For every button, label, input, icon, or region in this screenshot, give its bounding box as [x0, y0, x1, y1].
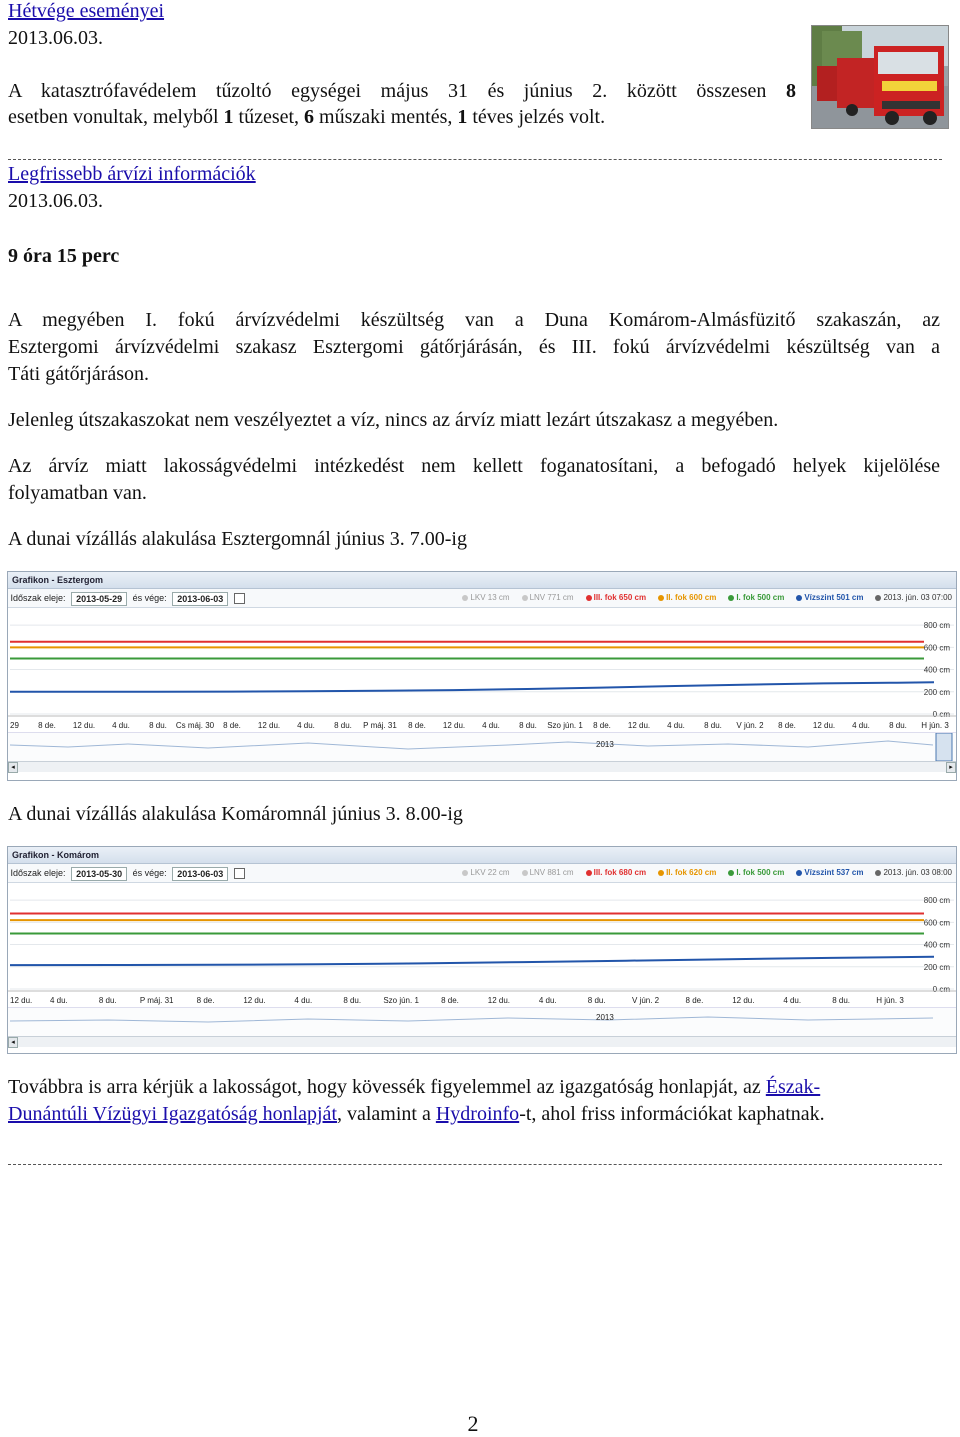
legend-marker — [796, 870, 802, 876]
weekend-text-line1: A katasztrófavédelem tűzoltó egységei május 31 és június 2. között összesen 8 — [8, 80, 796, 102]
flood-date: 2013.06.03. — [8, 190, 103, 212]
x-tick-label: 8 de. — [593, 721, 611, 730]
chart-title: Grafikon - Komárom — [8, 847, 956, 864]
x-tick-label: P máj. 31 — [139, 996, 174, 1005]
y-tick-label: 0 cm — [932, 710, 950, 719]
x-tick-label: V jún. 2 — [631, 996, 660, 1005]
calendar-icon[interactable] — [234, 868, 245, 879]
x-tick-label: 12 du. — [812, 721, 836, 730]
chart-navigator[interactable] — [8, 1007, 956, 1036]
x-tick-label: P máj. 31 — [363, 721, 397, 730]
chart-widget-komarom — [7, 846, 957, 1054]
flood-title-link[interactable]: Legfrissebb árvízi információk — [8, 163, 256, 185]
chart-widget-esztergom — [7, 571, 957, 781]
flood-p3-line1: Az árvíz miatt lakosságvédelmi intézkedést nem kellett foganatosítani, a befogadó helyek kijelölése — [8, 455, 940, 477]
legend-marker — [462, 870, 468, 876]
x-tick-label: 8 du. — [832, 996, 851, 1005]
weekend-text-line2: esetben vonultak, melyből 1 tűzeset, 6 műszaki mentés, 1 téves jelzés volt. — [8, 106, 606, 128]
legend-item[interactable]: LNV 881 cm — [516, 868, 574, 877]
legend-marker — [658, 595, 664, 601]
end-date-field[interactable]: 2013-06-03 — [172, 867, 228, 881]
legend-marker — [728, 595, 734, 601]
legend-item[interactable]: LNV 771 cm — [516, 593, 574, 602]
chart-period-bar: Időszak eleje: 2013-05-29 és vége: 2013-06-03 LKV 13 cm LNV 771 cm III. fok 650 cm II. fok 600 cm I. fok 500 cm Vízszint 501 cm 2013. jún. 03 07:00 — [8, 589, 956, 608]
flood-p3-line2: folyamatban van. — [8, 482, 147, 504]
legend-item[interactable]: II. fok 620 cm — [652, 868, 716, 877]
chart-period-bar: Időszak eleje: 2013-05-30 és vége: 2013-06-03 LKV 22 cm LNV 881 cm III. fok 680 cm II. fok 620 cm I. fok 500 cm Vízszint 537 cm 2013. jún. 03 08:00 — [8, 864, 956, 883]
separator-bottom — [8, 1164, 942, 1165]
x-tick-label: 4 du. — [783, 996, 802, 1005]
calendar-icon[interactable] — [234, 593, 245, 604]
x-tick-label: 4 du. — [852, 721, 870, 730]
y-tick-label: 200 cm — [923, 962, 950, 972]
y-tick-label: 400 cm — [923, 665, 950, 675]
x-tick-label: 4 du. — [49, 996, 68, 1005]
x-tick-label: 8 du. — [587, 996, 606, 1005]
y-tick-label: 800 cm — [923, 621, 950, 631]
x-tick-label: 4 du. — [294, 996, 313, 1005]
y-tick-label: 0 cm — [932, 985, 950, 994]
legend-item[interactable]: Vízszint 501 cm — [790, 593, 863, 602]
flood-p1-line3: Táti gátőrjáráson. — [8, 363, 150, 385]
final-line1: Továbbra is arra kérjük a lakosságot, hogy kövessék figyelemmel az igazgatóság honlapját, az Észak- — [8, 1076, 821, 1098]
x-tick-label: 12 du. — [732, 996, 755, 1005]
legend-marker — [875, 595, 881, 601]
x-tick-label: 8 du. — [889, 721, 907, 730]
series-line — [10, 957, 934, 965]
legend-marker — [586, 870, 592, 876]
chart-scrollbar[interactable] — [8, 761, 956, 772]
x-tick-label: V jún. 2 — [736, 721, 764, 730]
legend-marker — [796, 595, 802, 601]
scroll-left-arrow[interactable]: ◂ — [8, 1037, 18, 1048]
end-date-field[interactable]: 2013-06-03 — [172, 592, 228, 606]
legend-item[interactable]: I. fok 500 cm — [722, 868, 784, 877]
x-tick-label: 8 du. — [519, 721, 537, 730]
x-tick-label: 8 du. — [343, 996, 362, 1005]
x-tick-label: H jún. 3 — [876, 996, 904, 1005]
legend-marker — [522, 595, 528, 601]
link-hydroinfo[interactable]: Hydroinfo — [435, 1103, 520, 1125]
count-total: 8 — [786, 80, 796, 102]
fire-truck-photo — [811, 25, 949, 129]
scroll-left-arrow[interactable]: ◂ — [8, 762, 18, 773]
legend-item[interactable]: 2013. jún. 03 08:00 — [869, 868, 952, 877]
x-tick-label: 8 de. — [38, 721, 56, 730]
x-tick-label: 4 du. — [538, 996, 557, 1005]
x-tick-label: 12 du. — [257, 721, 281, 730]
y-tick-label: 400 cm — [923, 940, 950, 950]
start-date-field[interactable]: 2013-05-29 — [71, 592, 127, 606]
link-vizugyi-part2[interactable]: Dunántúli Vízügyi Igazgatóság honlapját — [8, 1103, 337, 1125]
chart-svg — [8, 883, 956, 1007]
separator-top — [8, 159, 942, 160]
flood-time: 9 óra 15 perc — [8, 245, 120, 267]
x-tick-label: Szo jún. 1 — [383, 996, 419, 1005]
x-tick-label: 12 du. — [243, 996, 266, 1005]
navigator-year: 2013 — [596, 740, 614, 749]
chart2-caption: A dunai vízállás alakulása Komáromnál június 3. 8.00-ig — [8, 803, 463, 825]
chart-title: Grafikon - Esztergom — [8, 572, 956, 589]
y-tick-label: 200 cm — [923, 687, 950, 697]
x-tick-label: 8 de. — [223, 721, 241, 730]
legend-item[interactable]: III. fok 680 cm — [580, 868, 646, 877]
series-line — [10, 682, 934, 692]
x-tick-label: 8 du. — [98, 996, 117, 1005]
x-tick-label: 12 du. — [627, 721, 651, 730]
chart-navigator[interactable] — [8, 732, 956, 761]
x-tick-label: 12 du. — [442, 721, 466, 730]
x-tick-label: Cs máj. 30 — [175, 721, 215, 730]
link-vizugyi-part1[interactable]: Észak- — [765, 1076, 821, 1098]
x-tick-label: 8 de. — [408, 721, 426, 730]
legend-marker — [586, 595, 592, 601]
x-tick-label: 8 de. — [441, 996, 459, 1005]
x-tick-label: 4 du. — [112, 721, 130, 730]
legend-marker — [728, 870, 734, 876]
weekend-date: 2013.06.03. — [8, 27, 103, 49]
x-tick-label: 8 du. — [334, 721, 352, 730]
legend-item[interactable]: 2013. jún. 03 07:00 — [869, 593, 952, 602]
x-tick-label: 8 du. — [149, 721, 167, 730]
chart-plot — [8, 608, 956, 732]
legend-item[interactable]: Vízszint 537 cm — [790, 868, 863, 877]
start-date-field[interactable]: 2013-05-30 — [71, 867, 127, 881]
x-tick-label: 4 du. — [297, 721, 315, 730]
legend-item[interactable]: II. fok 600 cm — [652, 593, 716, 602]
chart-legend — [450, 864, 952, 882]
legend-item[interactable]: LKV 22 cm — [456, 868, 509, 877]
flood-p1-line1: A megyében I. fokú árvízvédelmi készültség van a Duna Komárom-Almásfüzitő szakaszán, az — [8, 309, 940, 331]
page-number: 2 — [467, 1411, 479, 1436]
flood-p1-line2: Esztergomi árvízvédelmi szakasz Esztergomi gátőrjárásán, és III. fokú árvízvédelmi készültség van a — [8, 336, 940, 358]
legend-item[interactable]: LKV 13 cm — [456, 593, 509, 602]
x-tick-label: 8 de. — [778, 721, 796, 730]
y-tick-label: 600 cm — [923, 918, 950, 928]
weekend-title-link[interactable]: Hétvége eseményei — [8, 0, 165, 22]
legend-marker — [658, 870, 664, 876]
legend-item[interactable]: I. fok 500 cm — [722, 593, 784, 602]
chart-scrollbar[interactable] — [8, 1036, 956, 1047]
chart1-caption: A dunai vízállás alakulása Esztergomnál június 3. 7.00-ig — [8, 528, 467, 550]
y-tick-label: 600 cm — [923, 643, 950, 653]
x-tick-label: 12 du. — [72, 721, 96, 730]
flood-p2: Jelenleg útszakaszokat nem veszélyeztet a víz, nincs az árvíz miatt lezárt útszakasz a megyében. — [8, 409, 779, 431]
navigator-year: 2013 — [596, 1013, 614, 1022]
legend-marker — [875, 870, 881, 876]
x-tick-label: Szo jún. 1 — [547, 721, 583, 730]
scroll-right-arrow[interactable]: ▸ — [946, 762, 956, 773]
x-tick-label: 4 du. — [482, 721, 500, 730]
x-tick-label: 8 de. — [196, 996, 215, 1005]
legend-item[interactable]: III. fok 650 cm — [580, 593, 646, 602]
x-tick-label: 29 — [10, 721, 19, 730]
chart-svg — [8, 608, 956, 732]
x-tick-label: 8 de. — [685, 996, 704, 1005]
x-tick-label: 4 du. — [667, 721, 685, 730]
x-tick-label: 12 du. — [10, 996, 33, 1005]
chart-legend — [450, 589, 952, 607]
x-tick-label: 12 du. — [487, 996, 511, 1005]
chart-plot — [8, 883, 956, 1007]
x-tick-label: H jún. 3 — [921, 721, 949, 730]
x-tick-label: 8 du. — [704, 721, 722, 730]
y-tick-label: 800 cm — [923, 896, 950, 906]
legend-marker — [462, 595, 468, 601]
legend-marker — [522, 870, 528, 876]
final-line2: Dunántúli Vízügyi Igazgatóság honlapját, valamint a Hydroinfo-t, ahol friss információkat kaphatnak. — [8, 1103, 825, 1125]
